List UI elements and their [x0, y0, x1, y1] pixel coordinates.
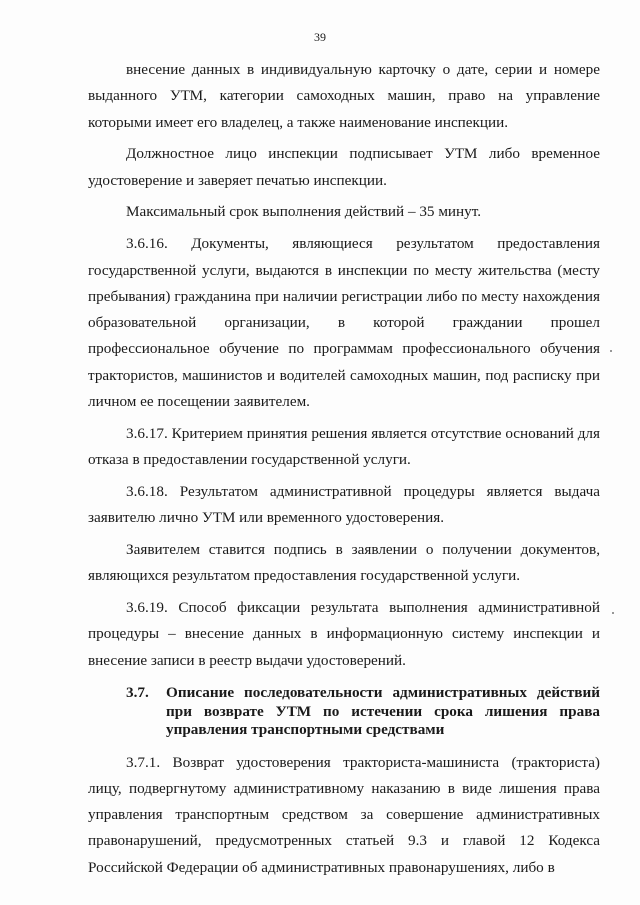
paragraph: внесение данных в индивидуальную карточку о дате, серии и номере выданного УТМ, категории самоходных машин, право на управление которыми имеет его владелец, а также наименование инспекции.	[88, 61, 600, 131]
paragraph: Заявителем ставится подпись в заявлении о получении документов, являющихся результатом предоставления государственной услуги.	[88, 541, 600, 585]
section-number: 3.7.	[126, 684, 149, 702]
paragraph: 3.7.1. Возврат удостоверения тракториста-машиниста (тракториста) лицу, подвергнутому административному наказанию в виде лишения права управления транспортным средством за совершение административных правонарушений, предусмотренных статьей 9.3 и главой 12 Кодекса Российской Федерации об административных правонарушениях, либо в	[88, 753, 600, 876]
scan-speck	[612, 612, 614, 614]
paragraph: Максимальный срок выполнения действий – 35 минут.	[126, 203, 482, 221]
paragraph: 3.6.19. Способ фиксации результата выполнения административной процедуры – внесение данных в информационную систему инспекции и внесение записи в реестр выдачи удостоверений.	[88, 599, 600, 669]
paragraph: 3.6.18. Результатом административной процедуры является выдача заявителю лично УТМ или временного удостоверения.	[88, 482, 600, 527]
section-title: Описание последовательности административных действий при возврате УТМ по истечении срока лишения права управления транспортными средствами	[166, 684, 600, 739]
paragraph: Должностное лицо инспекции подписывает УТМ либо временное удостоверение и заверяет печатью инспекции.	[88, 145, 600, 189]
body-text	[88, 57, 600, 887]
paragraph: 3.6.16. Документы, являющиеся результатом предоставления государственной услуги, выдаются в инспекции по месту жительства (месту пребывания) гражданина при наличии регистрации либо по месту нахождения образовательной организации, в которой граждании прошел профессиональное обучение по программам профессионального обучения трактористов, машинистов и водителей самоходных машин, под расписку при личном ее посещении заявителем.	[88, 235, 600, 411]
page-number: 39	[314, 30, 326, 44]
scan-speck	[610, 350, 612, 352]
paragraph: 3.6.17. Критерием принятия решения является отсутствие оснований для отказа в предоставлении государственной услуги.	[88, 424, 600, 469]
section-heading	[88, 684, 600, 740]
